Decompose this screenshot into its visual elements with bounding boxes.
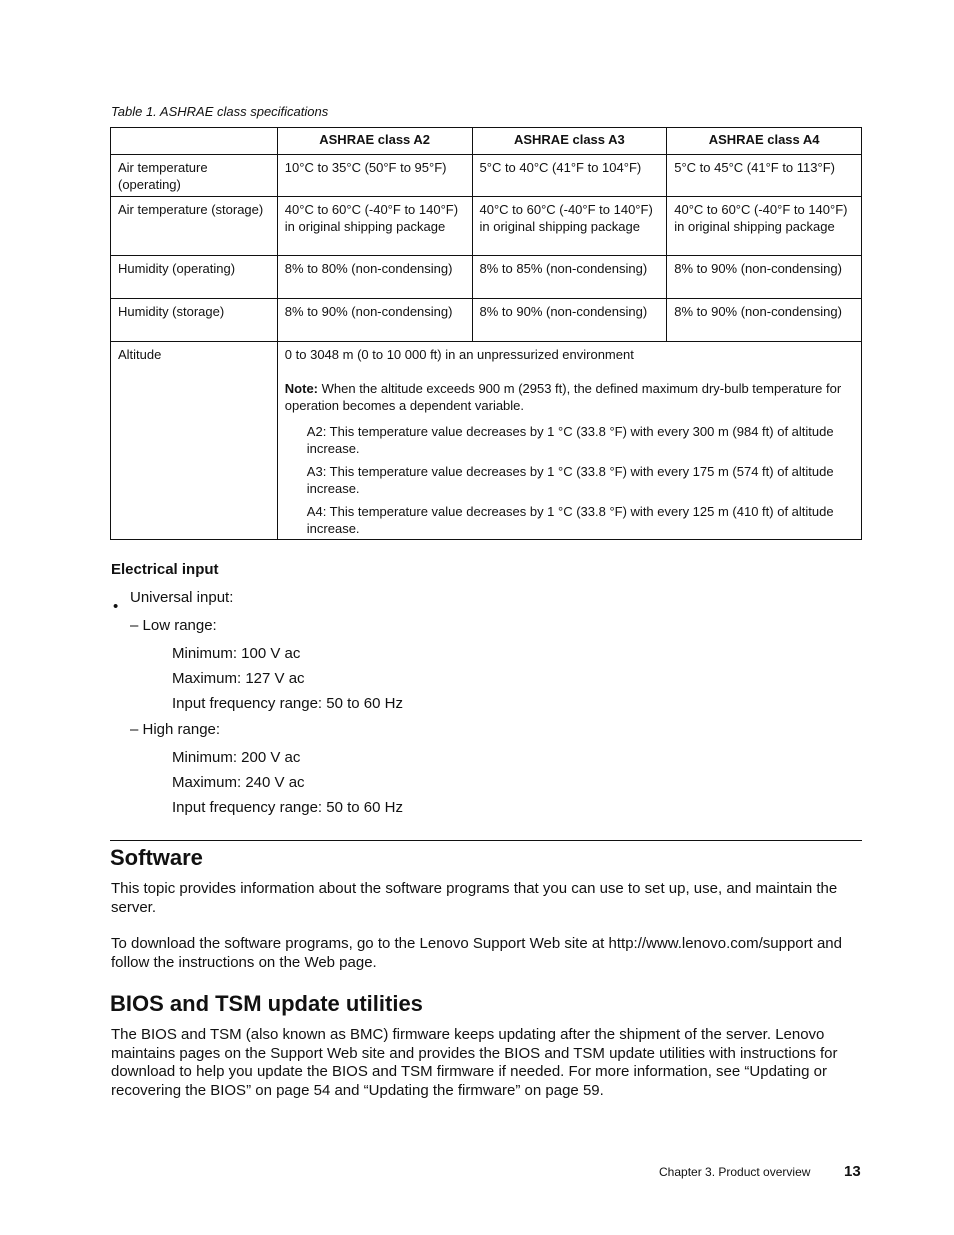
table-header-cell (111, 128, 278, 155)
table-cell: 40°C to 60°C (-40°F to 140°F) in original shipping package (277, 197, 472, 256)
high-range-minimum: Minimum: 200 V ac (172, 749, 301, 766)
list-item: A2: This temperature value decreases by 1 °C (33.8 °F) with every 300 m (984 ft) of altitude increase. (306, 424, 834, 456)
altitude-cell (277, 342, 861, 540)
altitude-note (285, 380, 854, 414)
table-header-cell: ASHRAE class A2 (277, 128, 472, 155)
electrical-input-heading: Electrical input (111, 561, 219, 578)
high-range-frequency: Input frequency range: 50 to 60 Hz (172, 799, 403, 816)
table-header-cell: ASHRAE class A4 (667, 128, 862, 155)
altitude-derating-list (285, 423, 854, 537)
software-paragraph: This topic provides information about the software programs that you can use to set up, use, and maintain the server. (111, 880, 838, 916)
table-cell: 8% to 85% (non-condensing) (472, 256, 667, 299)
row-label: Humidity (operating) (111, 256, 278, 299)
table-cell: 8% to 90% (non-condensing) (277, 299, 472, 342)
row-label: Air temperature (storage) (111, 197, 278, 256)
row-label: Humidity (storage) (111, 299, 278, 342)
row-label: Air temperature (operating) (111, 155, 278, 197)
table-cell: 40°C to 60°C (-40°F to 140°F) in original shipping package (667, 197, 862, 256)
table-cell: 8% to 90% (non-condensing) (667, 256, 862, 299)
footer-chapter: Chapter 3. Product overview (659, 1165, 811, 1179)
altitude-range: 0 to 3048 m (0 to 10 000 ft) in an unpressurized environment (284, 347, 634, 362)
table-header-row (111, 128, 862, 155)
software-paragraph: To download the software programs, go to the Lenovo Support Web site at http://www.lenovo.com/support and follow the instructions on the Web page. (111, 935, 842, 971)
section-divider (110, 840, 862, 841)
table-row (111, 299, 862, 342)
table-header-cell: ASHRAE class A3 (472, 128, 667, 155)
table-caption: Table 1. ASHRAE class specifications (111, 104, 329, 119)
note-label: Note: (284, 381, 319, 396)
software-heading: Software (110, 845, 203, 870)
table-cell: 8% to 90% (non-condensing) (472, 299, 667, 342)
table-row (111, 155, 862, 197)
table-cell: 5°C to 40°C (41°F to 104°F) (472, 155, 667, 197)
low-range-minimum: Minimum: 100 V ac (172, 645, 301, 662)
high-range-label: – High range: (130, 721, 221, 738)
table-row (111, 256, 862, 299)
universal-input-label: Universal input: (130, 589, 234, 606)
bios-tsm-heading: BIOS and TSM update utilities (110, 991, 423, 1016)
row-label: Altitude (111, 342, 278, 540)
list-item: A4: This temperature value decreases by 1 °C (33.8 °F) with every 125 m (410 ft) of altitude increase. (306, 504, 834, 536)
note-text: When the altitude exceeds 900 m (2953 ft), the defined maximum dry-bulb temperature for operation becomes a dependent variable. (284, 381, 842, 413)
low-range-label: – Low range: (130, 617, 217, 634)
bios-tsm-paragraph: The BIOS and TSM (also known as BMC) firmware keeps updating after the shipment of the server. Lenovo maintains pages on the Support Web site and provides the BIOS and TSM update utilities with instructions for download to help you update the BIOS and TSM firmware if needed. For more information, see “Updating or recovering the BIOS” on page 54 and “Updating the firmware” on page 59. (111, 1026, 838, 1099)
list-item: A3: This temperature value decreases by 1 °C (33.8 °F) with every 175 m (574 ft) of altitude increase. (306, 464, 834, 496)
high-range-maximum: Maximum: 240 V ac (172, 774, 305, 791)
table-cell: 5°C to 45°C (41°F to 113°F) (667, 155, 862, 197)
table-cell: 8% to 80% (non-condensing) (277, 256, 472, 299)
table-cell: 10°C to 35°C (50°F to 95°F) (277, 155, 472, 197)
bullet-icon: • (113, 598, 119, 615)
table-row-altitude (111, 342, 862, 540)
ashrae-spec-table (110, 127, 862, 540)
table-row (111, 197, 862, 256)
page-number: 13 (844, 1163, 861, 1180)
table-cell: 40°C to 60°C (-40°F to 140°F) in original shipping package (472, 197, 667, 256)
low-range-maximum: Maximum: 127 V ac (172, 670, 305, 687)
low-range-frequency: Input frequency range: 50 to 60 Hz (172, 695, 403, 712)
table-cell: 8% to 90% (non-condensing) (667, 299, 862, 342)
